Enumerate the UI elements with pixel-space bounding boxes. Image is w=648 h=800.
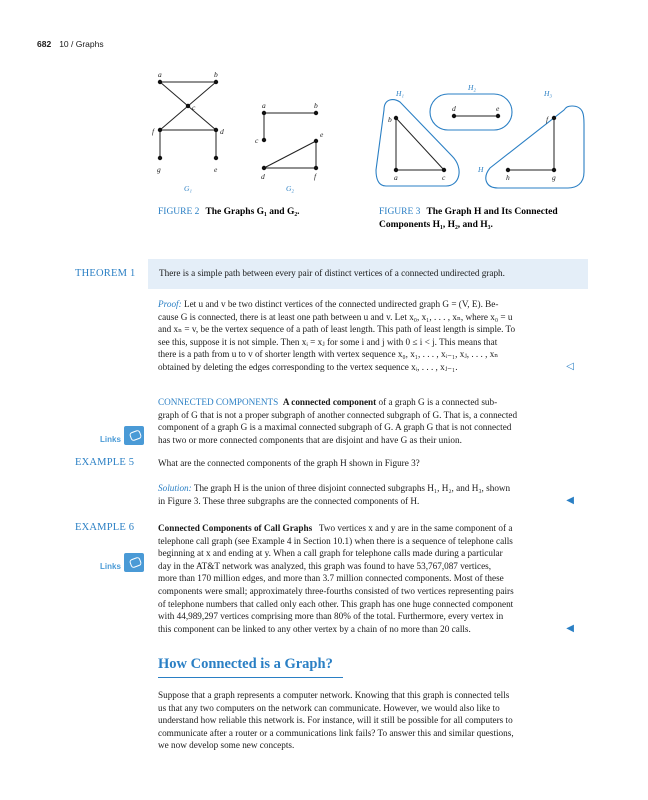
h-vertex [552,116,556,120]
proof-line: cause G is connected, there is at least one path between u and v. Let x₀, x₁, . . . , xₙ, where x₀ = u [158,311,513,322]
proof-line: obtained by deleting the edges corresponding to the vertex sequence xᵢ, . . . , xⱼ₋₁. [158,361,458,372]
proof-line: there is a path from u to v of shorter length with vertex sequence x₀, x₁, . . . , xᵢ₋₁, xⱼ, . . . , xₙ [158,349,499,360]
g1-vertex-label: d [220,127,224,136]
links-label: Links [100,562,121,571]
h-vertex [506,168,510,172]
h-vertex-label: a [394,173,398,182]
h-vertex-label: e [496,104,500,113]
figure-2-number: FIGURE 2 [158,207,200,217]
example-6-line: telephone call graph (see Example 4 in Section 10.1) when there is a sequence of telephone calls [158,535,513,546]
h-vertex-label: c [442,173,446,182]
h-vertex-label: g [552,173,556,182]
figure-3-caption [379,206,594,232]
g2-vertex [314,166,318,170]
h-vertex [496,114,500,118]
g2-vertex [262,166,266,170]
h-vertex-label: f [546,115,549,124]
figure-3-number: FIGURE 3 [379,207,421,217]
g2-vertex [262,138,266,142]
example-6-line: of telephone numbers that called only each other. This graph has one huge connected component [158,598,514,609]
chapter-title: 10 / Graphs [59,39,104,49]
proof-line: and xₙ = v, be the vertex sequence of a path of least length. This path of least length is simple. To [158,324,516,335]
g1-vertex-label: e [214,165,218,174]
g2-vertex-label: e [320,130,324,139]
example-6-line: components were small; approximately three-fourths consisted of two vertices representing pairs [158,585,514,596]
example-6-line: Two vertices x and y are in the same component of a [318,523,513,533]
section-line: us that any two computers on the network can communicate. However, we would also like to [158,702,500,713]
links-label: Links [100,435,121,444]
h-vertex [442,168,446,172]
section-paragraph [158,689,574,752]
links-icon [124,426,144,445]
h-vertex-label: d [452,104,456,113]
section-line: Suppose that a graph represents a computer network. Knowing that this graph is connected tells [158,690,510,700]
example-6-line: with 44,989,297 vertices comprising more than 80% of the total. Furthermore, every vertex in [158,611,504,622]
connected-components-heading: CONNECTED COMPONENTS [158,397,279,407]
figure-3-graph-h [372,80,588,198]
g2-graph-label: G₂ [286,184,295,193]
component-h2-outline [430,94,512,130]
g1-graph-label: G₁ [184,184,193,193]
section-heading: How Connected is a Graph? [158,656,333,672]
g2-vertex-label: f [314,172,317,181]
g2-vertex [262,111,266,115]
g1-vertex-label: g [157,165,161,174]
connected-component-term: A connected component [282,397,377,407]
example-5-solution [158,482,574,507]
g1-vertex [214,80,218,84]
solution-label: Solution: [158,483,192,493]
example-6-paragraph [158,522,574,635]
g2-vertex-label: d [261,172,265,181]
definition-line: of a graph G is a connected sub- [378,397,498,407]
h-vertex [394,168,398,172]
component-h1-outline [376,100,459,186]
g1-vertex-label: c [192,103,196,112]
example-6-end-mark: ◀ [566,622,574,634]
proof-paragraph [158,298,574,374]
figure-2-graphs [140,68,340,198]
links-badge[interactable] [100,426,146,448]
section-rule [158,677,343,678]
connected-components-paragraph [158,396,574,446]
component-label-h2: H₂ [468,83,477,92]
example-5-label: EXAMPLE 5 [75,457,135,468]
solution-end-mark: ◀ [566,494,574,506]
proof-label: Proof: [158,299,182,309]
section-line: we now develop some new concepts. [158,740,295,751]
proof-line: see this, suppose it is not simple. Then xᵢ = xⱼ for some i and j with 0 ≤ i < j. This means that [158,336,498,347]
g1-vertex-label: b [214,70,218,79]
g2-vertex-label: b [314,101,318,110]
theorem-label: THEOREM 1 [75,268,136,279]
g1-vertex [186,104,190,108]
example-6-title: Connected Components of Call Graphs [158,523,313,533]
g2-vertex-label: a [262,101,266,110]
g1-vertex-label: f [152,127,155,136]
example-6-line: this component can be linked to any other vertex by a chain of no more than 20 calls. [158,623,471,634]
example-6-label: EXAMPLE 6 [75,522,135,533]
solution-line: in Figure 3. These three subgraphs are the connected components of H. [158,495,420,506]
g1-vertex [214,128,218,132]
component-h3-outline [486,106,584,188]
g1-vertex [214,156,218,160]
theorem-text: There is a simple path between every pair of distinct vertices of a connected undirected graph. [159,268,505,278]
figure-3-caption-text: The Graph H and Its Connected Components H₁, H₂, and H₃. [379,207,558,230]
example-5-question: What are the connected components of the graph H shown in Figure 3? [158,458,420,468]
example-6-line: day in the AT&T network was analyzed, this graph was found to have 53,767,087 vertices, [158,560,492,571]
h-vertex-label: h [506,173,510,182]
g1-vertex [158,128,162,132]
solution-line: The graph H is the union of three disjoint connected subgraphs H₁, H₂, and H₃, shown [193,483,511,493]
example-6-line: more than 170 million edges, and more than 3.7 million connected components. Most of these [158,573,504,584]
h-vertex [452,114,456,118]
g1-vertex [158,156,162,160]
h-vertex-label: b [388,115,392,124]
component-label-h1: H₁ [396,89,405,98]
g2-vertex [314,139,318,143]
proof-end-mark: ◁ [566,360,574,372]
running-head [37,39,104,49]
links-icon [124,553,144,572]
links-badge[interactable] [100,553,146,575]
component-label-h3: H₃ [544,89,553,98]
example-6-line: beginning at x and ending at y. When a call graph for telephone calls made during a particular [158,548,503,559]
page-number: 682 [37,39,52,49]
definition-line: component of a graph G is a maximal connected subgraph of G. A graph G that is not connected [158,422,512,433]
section-line: understand how reliable this network is. For instance, will it still be possible for all computers to [158,715,513,726]
g2-vertex-label: c [255,136,259,145]
g1-vertex [158,80,162,84]
proof-line: Let u and v be two distinct vertices of the connected undirected graph G = (V, E). Be- [183,299,499,309]
figure-2-caption-text: The Graphs G₁ and G₂. [205,207,300,217]
g1-vertex-label: a [158,70,162,79]
graph-label-h: H [478,165,484,174]
section-line: communicate after a router or a communications link fails? To answer this and similar questions, [158,727,514,738]
figure-2-caption [158,206,348,219]
definition-line: has two or more connected components that are disjoint and have G as their union. [158,434,462,445]
g2-vertex [314,111,318,115]
h-vertex [394,116,398,120]
definition-line: graph of G that is not a proper subgraph of another connected subgraph of G. That is, a connected [158,409,518,420]
h-vertex [552,168,556,172]
